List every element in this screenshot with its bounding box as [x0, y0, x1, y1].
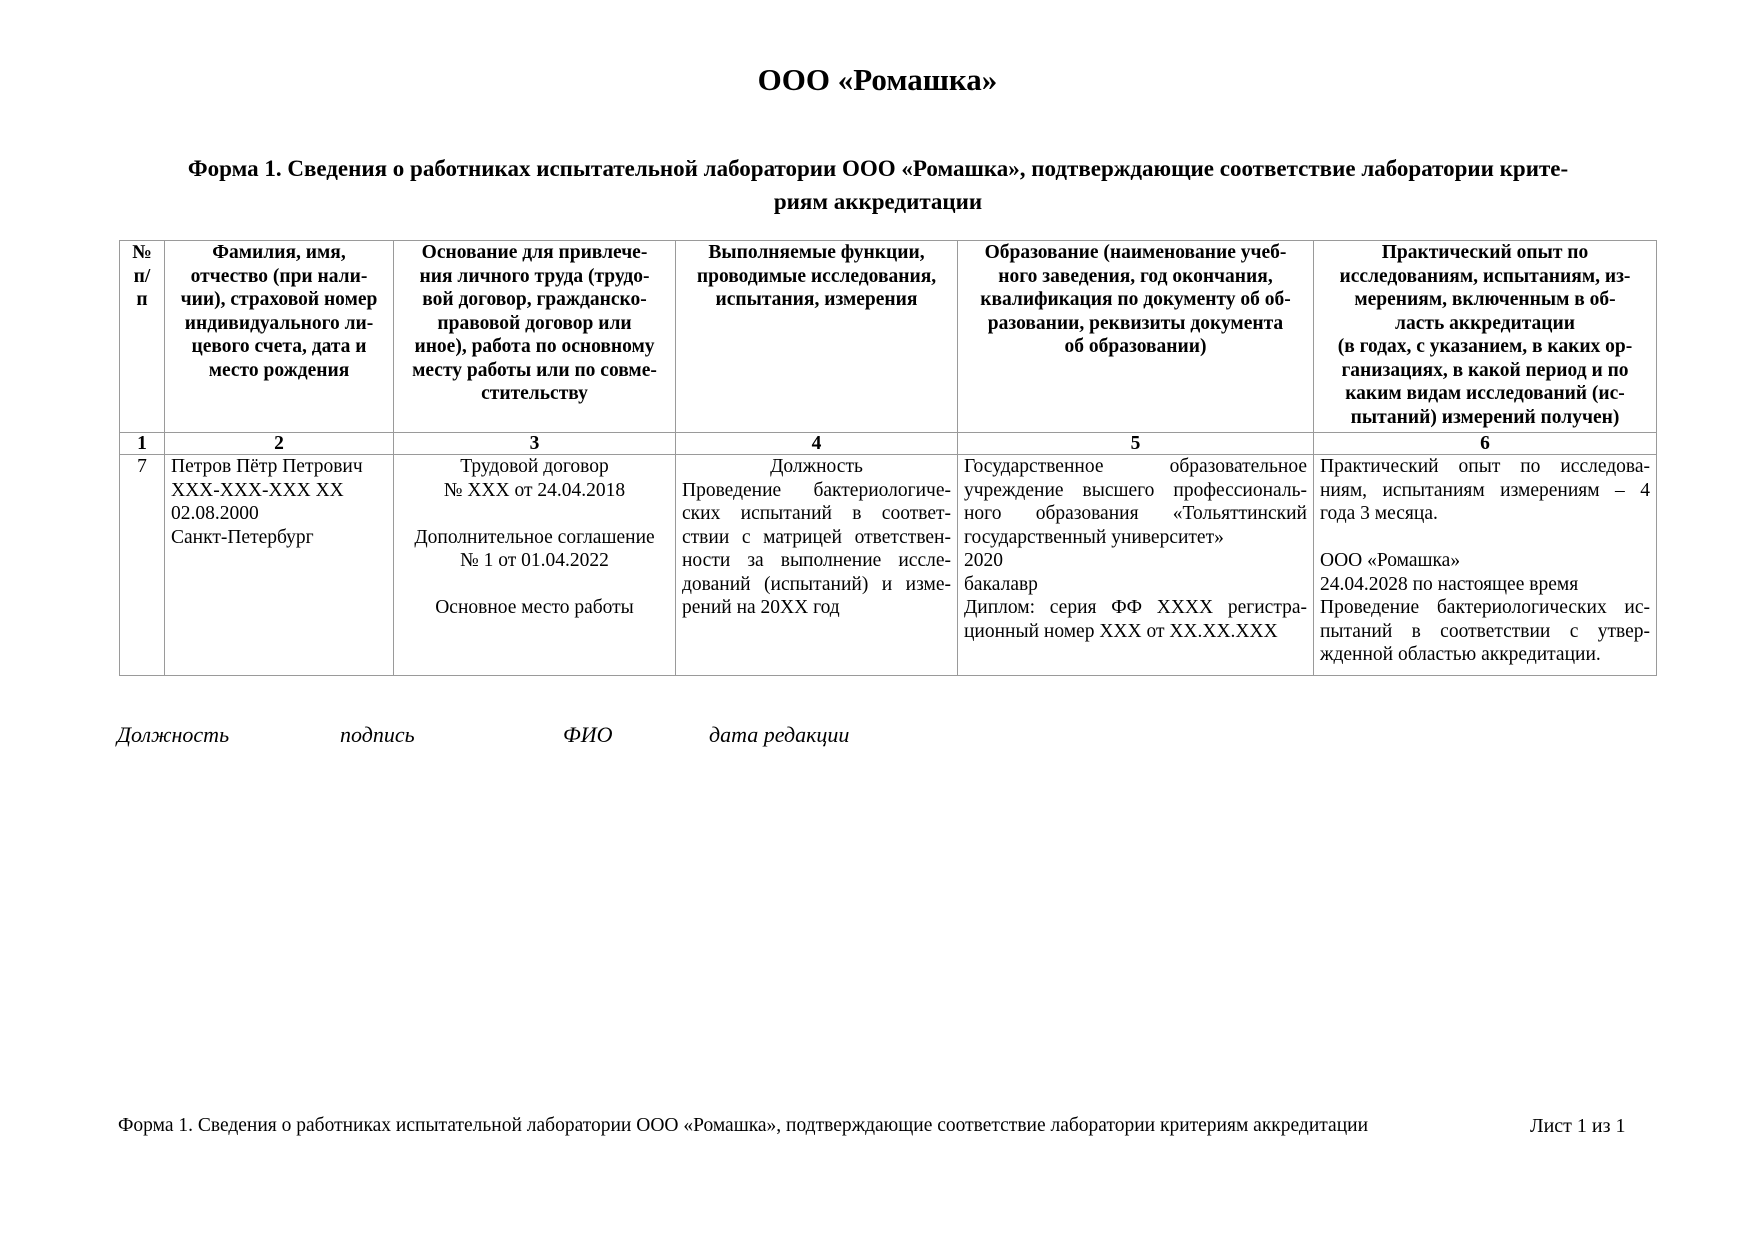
signature-fio-label: ФИО	[563, 722, 613, 747]
row-number: 7	[120, 455, 165, 676]
person-birth-date: 02.08.2000	[171, 503, 259, 524]
education-cell: Государственное образовательное учреждение высшего профессиональ- ного образования «Тольяттинский государственный университет» 2020 бакалавр Диплом: серия ФФ XXXX регистра- ционный номер XXX от XX.XX.XXX	[958, 455, 1314, 676]
header-cell-basis: Основание для привлече- ния личного труда (трудо- вой договор, гражданско- правовой договор или иное), работа по основному месту работы или по совме- стительству	[394, 241, 676, 433]
person-birth-place: Санкт-Петербург	[171, 526, 314, 548]
footer-page-number: Лист 1 из 1	[1530, 1115, 1626, 1137]
column-number: 2	[165, 433, 394, 455]
person-name: Петров Пётр Петрович	[171, 456, 363, 477]
header-cell-education: Образование (наименование учеб- ного заведения, год окончания, квалификация по документу об об- разовании, реквизиты документа об образовании)	[958, 241, 1314, 433]
column-number: 1	[120, 433, 165, 455]
column-number-row	[120, 433, 1657, 455]
experience-cell: Практический опыт по исследова- ниям, испытаниям измерениям – 4 года 3 месяца. ООО «Ромашка» 24.04.2028 по настоящее время Проведение бактериологических ис- пытаний в соответствии с утвер- жденной областью аккредитации.	[1314, 455, 1657, 676]
column-number: 4	[676, 433, 958, 455]
table-row	[120, 455, 1657, 676]
signature-date-label: дата редакции	[709, 722, 850, 747]
signature-sign-label: подпись	[340, 722, 415, 747]
footer-text: Форма 1. Сведения о работниках испытательной лаборатории ООО «Ромашка», подтверждающие соответствие лаборатории критериям аккредитации	[118, 1115, 1368, 1136]
table-header-row	[120, 241, 1657, 433]
header-cell-functions: Выполняемые функции, проводимые исследования, испытания, измерения	[676, 241, 958, 433]
form-title-line: Форма 1. Сведения о работниках испытательной лаборатории ООО «Ромашка», подтверждающие соответствие лаборатории крите-	[187, 156, 1569, 181]
header-cell-experience: Практический опыт по исследованиям, испытаниям, из- мерениям, включенным в об- ласть аккредитации (в годах, с указанием, в каких ор- ганизациях, в какой период и по каким видам исследований (ис- пытаний) измерений получен)	[1314, 241, 1657, 433]
functions-title: Должность	[770, 456, 863, 477]
column-number: 6	[1314, 433, 1657, 455]
form-title	[118, 152, 1638, 218]
company-name: ООО «Ромашка»	[757, 62, 998, 97]
basis-cell: Трудовой договор № XXX от 24.04.2018 Дополнительное соглашение № 1 от 01.04.2022 Основное место работы	[394, 455, 676, 676]
functions-cell: Должность Проведение бактериологиче- ских испытаний в соответ- ствии с матрицей ответствен- ности за выполнение иссле- дований (испытаний) и изме- рений на 20XX год	[676, 455, 958, 676]
header-cell-person: Фамилия, имя, отчество (при нали- чии), страховой номер индивидуального ли- цевого счета, дата и место рождения	[165, 241, 394, 433]
column-number: 5	[958, 433, 1314, 455]
form-title-line: риям аккредитации	[773, 189, 983, 214]
column-number: 3	[394, 433, 676, 455]
header-cell-number: № п/ п	[120, 241, 165, 433]
employees-table	[119, 240, 1657, 676]
person-snils: XXX-XXX-XXX XX	[171, 479, 344, 501]
person-cell	[165, 455, 394, 676]
signature-position-label: Должность	[117, 722, 230, 747]
